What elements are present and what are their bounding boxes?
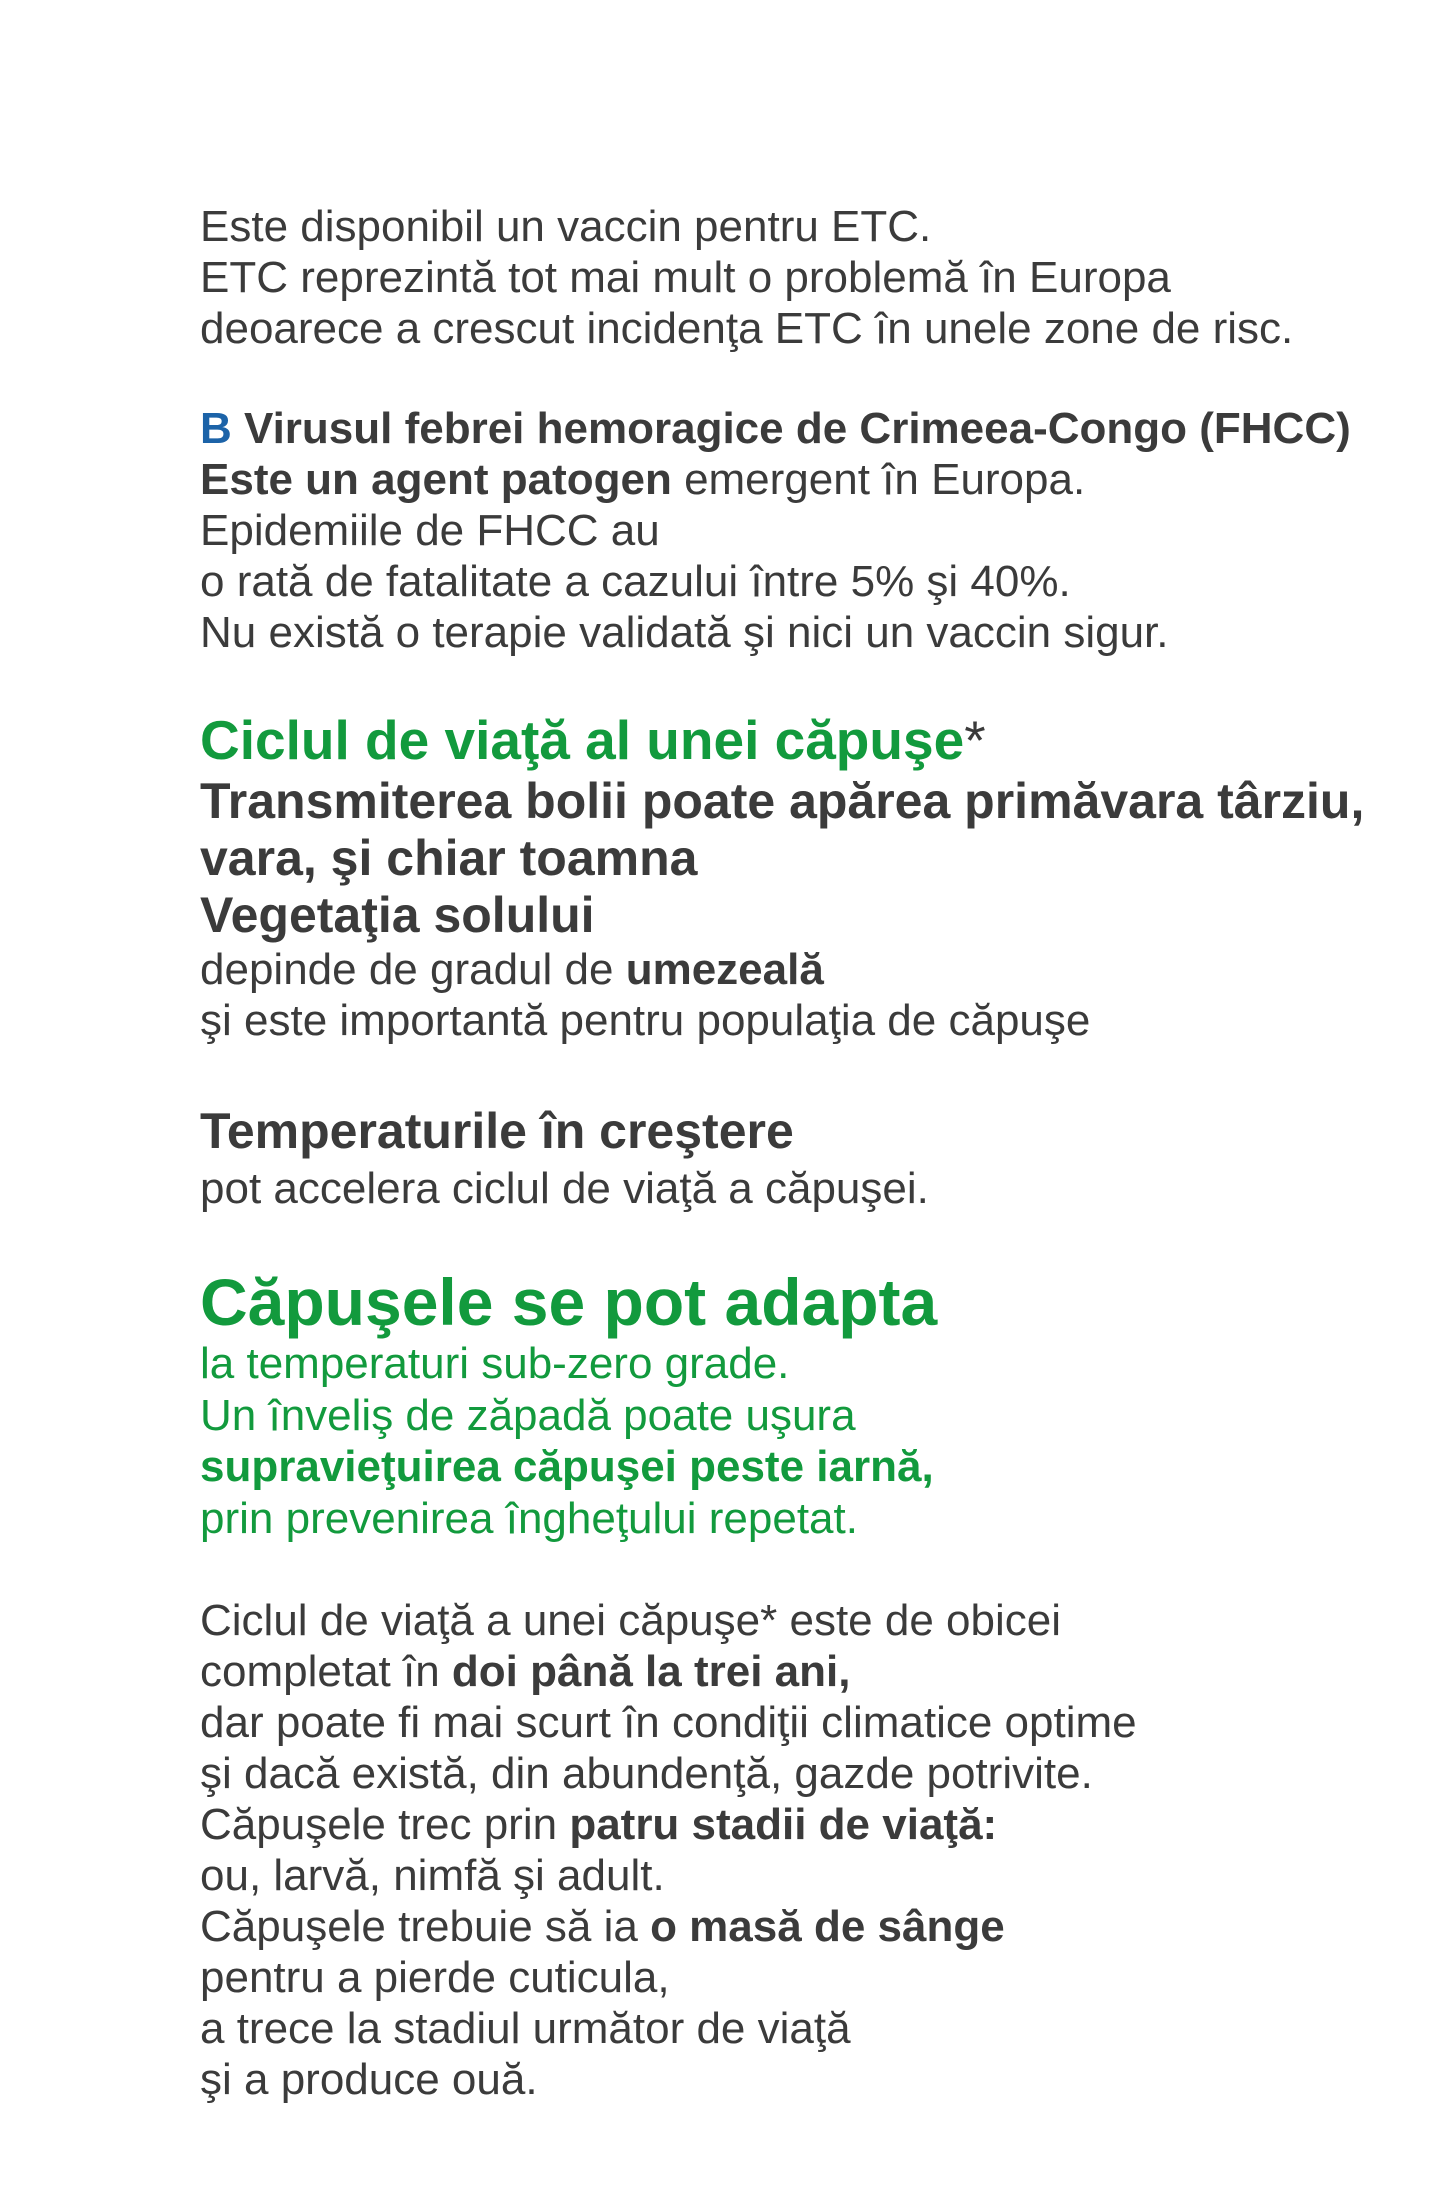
vegetation-line-2: şi este importantă pentru populaţia de căpuşe bbox=[200, 996, 1091, 1045]
etc-line-1: Este disponibil un vaccin pentru ETC. bbox=[200, 202, 932, 251]
fhcc-agent-bold: Este un agent patogen bbox=[200, 455, 672, 504]
adaptation-line-1: la temperaturi sub-zero grade. bbox=[200, 1339, 790, 1388]
adaptation-line-2: Un înveliş de zăpadă poate uşura bbox=[200, 1390, 856, 1440]
vegetation-bold: umezeală bbox=[625, 945, 824, 994]
transmission-line-2: vara, şi chiar toamna bbox=[200, 830, 698, 886]
vegetation-text: depinde de gradul de bbox=[200, 945, 614, 994]
vegetation-line-1 bbox=[200, 944, 1090, 995]
fhcc-section bbox=[200, 403, 1351, 658]
etc-section bbox=[200, 201, 1293, 354]
fhcc-agent-line bbox=[200, 454, 1351, 505]
fhcc-line-3: Epidemiile de FHCC au bbox=[200, 506, 660, 555]
details-line-9: a trece la stadiul următor de viaţă bbox=[200, 2004, 851, 2053]
details-line-6: ou, larvă, nimfă şi adult. bbox=[200, 1851, 665, 1900]
transmission-block bbox=[200, 773, 1364, 944]
vegetation-text-block bbox=[200, 944, 1090, 1046]
section-label-b: B bbox=[200, 404, 232, 453]
fhcc-line-5: Nu există o terapie validată şi nici un vaccin sigur. bbox=[200, 608, 1169, 657]
details-line-5-bold: patru stadii de viaţă: bbox=[569, 1800, 998, 1849]
details-line-7 bbox=[200, 1901, 1137, 1952]
details-line-7-bold: o masă de sânge bbox=[650, 1902, 1005, 1951]
life-cycle-title-text: Ciclul de viaţă al unei căpuşe bbox=[200, 709, 965, 771]
details-line-5-text: Căpuşele trec prin bbox=[200, 1800, 558, 1849]
vegetation-heading: Vegetaţia solului bbox=[200, 887, 595, 943]
adaptation-line-3: supravieţuirea căpuşei peste iarnă, bbox=[200, 1442, 934, 1491]
life-cycle-title bbox=[200, 710, 986, 770]
transmission-line-1: Transmiterea bolii poate apărea primăvara târziu, bbox=[200, 773, 1365, 829]
details-line-4: şi dacă există, din abundenţă, gazde potrivite. bbox=[200, 1749, 1093, 1798]
adaptation-line-4: prin prevenirea îngheţului repetat. bbox=[200, 1493, 858, 1543]
adaptation-text-block bbox=[200, 1338, 934, 1544]
etc-line-2: ETC reprezintă tot mai mult o problemă în Europa bbox=[200, 253, 1171, 302]
details-line-10: şi a produce ouă. bbox=[200, 2055, 538, 2104]
details-line-2 bbox=[200, 1646, 1137, 1697]
details-line-1: Ciclul de viaţă a unei căpuşe* este de obicei bbox=[200, 1596, 1061, 1645]
fhcc-line-4: o rată de fatalitate a cazului între 5% şi 40%. bbox=[200, 557, 1071, 606]
life-cycle-title-asterisk: * bbox=[964, 709, 986, 771]
temperature-text: pot accelera ciclul de viaţă a căpuşei. bbox=[200, 1164, 929, 1213]
etc-line-3: deoarece a crescut incidenţa ETC în unele zone de risc. bbox=[200, 304, 1294, 353]
fhcc-title: Virusul febrei hemoragice de Crimeea-Congo (FHCC) bbox=[244, 404, 1351, 453]
temperature-heading-block bbox=[200, 1103, 794, 1160]
details-line-5 bbox=[200, 1799, 1137, 1850]
details-line-7-text: Căpuşele trebuie să ia bbox=[200, 1902, 638, 1951]
details-line-8: pentru a pierde cuticula, bbox=[200, 1953, 670, 2002]
fhcc-heading bbox=[200, 403, 1351, 454]
details-line-2-text: completat în bbox=[200, 1647, 440, 1696]
temperature-heading: Temperaturile în creştere bbox=[200, 1103, 794, 1159]
temperature-text-block bbox=[200, 1163, 929, 1214]
details-line-3: dar poate fi mai scurt în condiţii climatice optime bbox=[200, 1698, 1137, 1747]
fhcc-agent-rest: emergent în Europa. bbox=[684, 455, 1086, 504]
adaptation-heading-block bbox=[200, 1267, 937, 1337]
details-block bbox=[200, 1595, 1137, 2105]
life-cycle-title-block bbox=[200, 710, 986, 770]
adaptation-heading: Căpuşele se pot adapta bbox=[200, 1265, 938, 1339]
details-line-2-bold: doi până la trei ani, bbox=[451, 1647, 851, 1696]
